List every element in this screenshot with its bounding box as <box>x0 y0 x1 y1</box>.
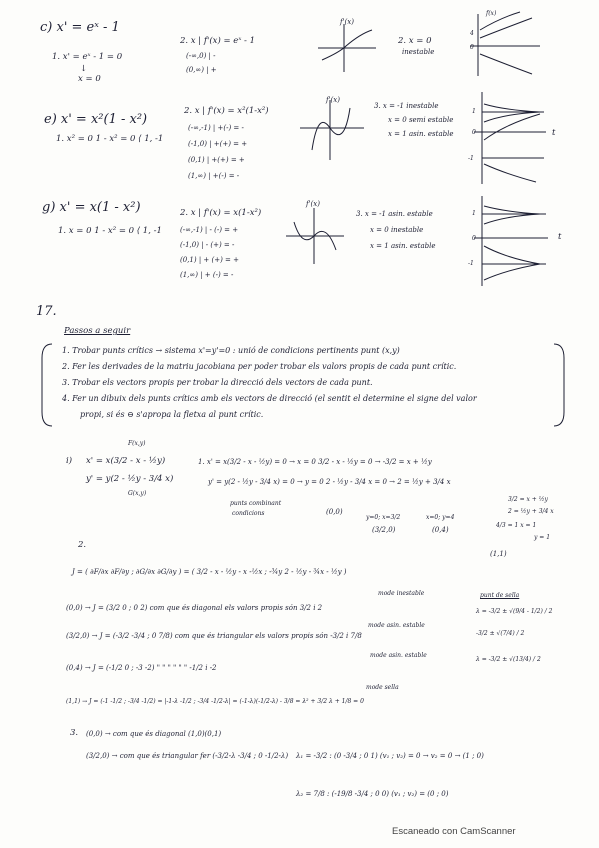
phase-plot-g <box>474 196 548 286</box>
plan-list <box>44 344 559 430</box>
root-c: x = 0 <box>78 74 101 84</box>
jacobian-label: 2. <box>78 540 87 550</box>
crit-2: y' = y(2 - ½y - 3/4 x) = 0 → y = 0 2 - ½y - 3/4 x = 0 → 2 = ½y + 3/4 x <box>208 478 451 486</box>
phase-tick-e-2: -1 <box>468 155 474 162</box>
graph-e <box>300 100 364 160</box>
crit-1: 1. x' = x(3/2 - x - ½y) = 0 → x = 0 3/2 - x - ½y = 0 → -3/2 = x + ½y <box>198 458 432 466</box>
jac-row-3: (1,1) → J = (-1 -1/2 ; -3/4 -1/2) = |-1-λ -1/2 ; -3/4 -1/2-λ| = (-1-λ)(-1/2-λ) - 3/8 = λ² + 3/2 λ + 1/8 = 0 <box>66 698 364 705</box>
sys-right-1: 2 = ½y + 3/4 x <box>508 508 554 515</box>
stab-e-1: x = 0 semi estable <box>388 116 454 124</box>
jac-row-1: (3/2,0) → J = (-3/2 -3/4 ; 0 7/8) com que és triangular els valors propis són -3/2 i 7/8 <box>66 632 362 640</box>
table-row-g-1: (-1,0) | - (+) = - <box>180 241 235 249</box>
jac-row-0: (0,0) → J = (3/2 0 ; 0 2) com que és diagonal els valors propis són 3/2 i 2 <box>66 604 323 612</box>
system-eq-2: y' = y(2 - ½y - 3/4 x) <box>86 474 174 484</box>
sys-right-3: y = 1 <box>534 534 551 541</box>
phase-tick-c-1: 0 <box>470 44 474 51</box>
phase-axis-y: f(x) <box>486 10 497 17</box>
table-head-g: 2. x | f'(x) = x(1-x²) <box>180 208 262 218</box>
point-4: (0,4) <box>432 526 449 534</box>
stab-g-1: x = 0 inestable <box>370 226 424 234</box>
step1-e: 1. x² = 0 1 - x² = 0 ⟨ 1, -1 <box>56 134 164 144</box>
jac-right-1: λ = -3/2 ± √(9/4 - 1/2) / 2 <box>476 608 553 615</box>
phase-plot-c <box>470 12 540 76</box>
jac-row-2: (0,4) → J = (-1/2 0 ; -3 -2) " " " " " " -1/2 i -2 <box>66 664 217 672</box>
jac-right-2: -3/2 ± √(7/4) / 2 <box>476 630 525 637</box>
phase-tick-g-2: -1 <box>468 260 474 267</box>
stab-c: 2. x = 0 <box>398 36 432 46</box>
phase-tick-g-1: 0 <box>472 235 476 242</box>
system-eq-1: x' = x(3/2 - x - ½y) <box>86 456 166 466</box>
table-row-g-0: (-∞,-1) | - (-) = + <box>180 226 239 234</box>
phase-axis-t-e: t <box>552 128 556 138</box>
table-row-e-3: (1,∞) | +(-) = - <box>188 172 240 180</box>
plan-title: Passos a seguir <box>64 326 131 336</box>
table-row-g-3: (1,∞) | + (-) = - <box>180 271 234 279</box>
combine-label: punts combinant <box>230 500 282 507</box>
phase-tick-g-0: 1 <box>472 210 476 217</box>
jac-note-3: mode sella <box>366 684 399 691</box>
table-row-e-0: (-∞,-1) | +(-) = - <box>188 124 244 132</box>
phase-tick-e-1: 0 <box>472 129 476 136</box>
fx-label-g: f'(x) <box>306 200 320 208</box>
plan-item-4b: propi, si és ⊖ s'apropa la fletxa al punt crític. <box>80 410 264 419</box>
point-1: y=0; x=3/2 <box>366 514 401 521</box>
phase-tick-e-0: 1 <box>472 108 476 115</box>
step1-g: 1. x = 0 1 - x² = 0 ⟨ 1, -1 <box>58 226 162 236</box>
sys-right-0: 3/2 = x + ½y <box>508 496 548 503</box>
vec-row-1: (3/2,0) → com que és triangular fer (-3/2-λ -3/4 ; 0 -1/2-λ) <box>86 752 289 760</box>
sketches-svg <box>0 0 599 300</box>
plan-item-3: 3. Trobar els vectors propis per trobar la direcció dels vectors de cada punt. <box>62 378 373 387</box>
table-head-e: 2. x | f'(x) = x²(1-x²) <box>184 106 269 116</box>
point-0: (0,0) <box>326 508 343 516</box>
vectors-label: 3. <box>70 728 79 738</box>
arrow-c: ↓ <box>80 64 88 74</box>
eq-g: g) x' = x(1 - x²) <box>42 200 141 215</box>
stab-g-2: x = 1 asin. estable <box>370 242 436 250</box>
point-5: (1,1) <box>490 550 507 558</box>
table-row-c-0: (-∞,0) | - <box>186 52 216 60</box>
eq-c: c) x' = eˣ - 1 <box>40 20 120 35</box>
plan-item-4: 4. Fer un dibuix dels punts crítics amb els vectors de direcció (el sentit el determine el signe del valor <box>62 394 477 403</box>
table-row-e-1: (-1,0) | +(+) = + <box>188 140 248 148</box>
jac-right-3: λ = -3/2 ± √(13/4) / 2 <box>476 656 541 663</box>
point-2: (3/2,0) <box>372 526 396 534</box>
sys-right-2: 4/3 = 1 x = 1 <box>496 522 537 529</box>
phase-tick-c-0: 4 <box>470 30 474 37</box>
phase-plot-e <box>474 92 546 184</box>
stab-g-0: 3. x = -1 asin. estable <box>356 210 433 218</box>
stab-e-2: x = 1 asin. estable <box>388 130 454 138</box>
jac-note-1: mode asin. estable <box>368 622 425 629</box>
jac-note-2: mode asin. estable <box>370 652 427 659</box>
combine-label-2: condicions <box>232 510 265 517</box>
jacobian-matrix: J = ( ∂F/∂x ∂F/∂y ; ∂G/∂x ∂G/∂y ) = ( 3/2 - x - ½y - x -½x ; -¾y 2 - ½y - ¾x - ½y ) <box>72 568 347 576</box>
fxy-label: F(x,y) <box>128 440 146 447</box>
vec-row-0: (0,0) → com que és diagonal (1,0)(0,1) <box>86 730 222 738</box>
part-i-label: i) <box>66 456 73 466</box>
graph-c <box>318 24 376 72</box>
table-row-c-1: (0,∞) | + <box>186 66 217 74</box>
graph-g <box>286 208 344 264</box>
phase-axis-t-g: t <box>558 232 562 242</box>
fx-label-c: f'(x) <box>340 18 354 26</box>
gxy-label: G(x,y) <box>128 490 147 497</box>
step1-c: 1. x' = eˣ - 1 = 0 <box>52 52 123 62</box>
table-head-c: 2. x | f'(x) = eˣ - 1 <box>180 36 256 46</box>
plan-item-2: 2. Fer les derivades de la matriu jacobiana per poder trobar els valors propis de cada punt crític. <box>62 362 457 371</box>
eq-e: e) x' = x²(1 - x²) <box>44 112 148 127</box>
table-row-e-2: (0,1) | +(+) = + <box>188 156 245 164</box>
scanner-watermark: Escaneado con CamScanner <box>392 826 516 837</box>
point-3: x=0; y=4 <box>426 514 455 521</box>
problem-number: 17. <box>36 304 57 319</box>
plan-item-1: 1. Trobar punts crítics → sistema x'=y'=0 : unió de condicions pertinents punt (x,y) <box>62 346 400 355</box>
stab-e-0: 3. x = -1 inestable <box>374 102 439 110</box>
jac-right-0: punt de sella <box>480 592 520 599</box>
fx-label-e: f'(x) <box>326 96 340 104</box>
stab-c-2: inestable <box>402 48 435 56</box>
vec-row-2: λ₁ = -3/2 : (0 -3/4 ; 0 1) (v₁ ; v₂) = 0 → v₂ = 0 → (1 ; 0) <box>296 752 484 760</box>
table-row-g-2: (0,1) | + (+) = + <box>180 256 240 264</box>
vec-row-3: λ₂ = 7/8 : (-19/8 -3/4 ; 0 0) (v₁ ; v₂) = (0 ; 0) <box>296 790 449 798</box>
jac-note-0: mode inestable <box>378 590 425 597</box>
